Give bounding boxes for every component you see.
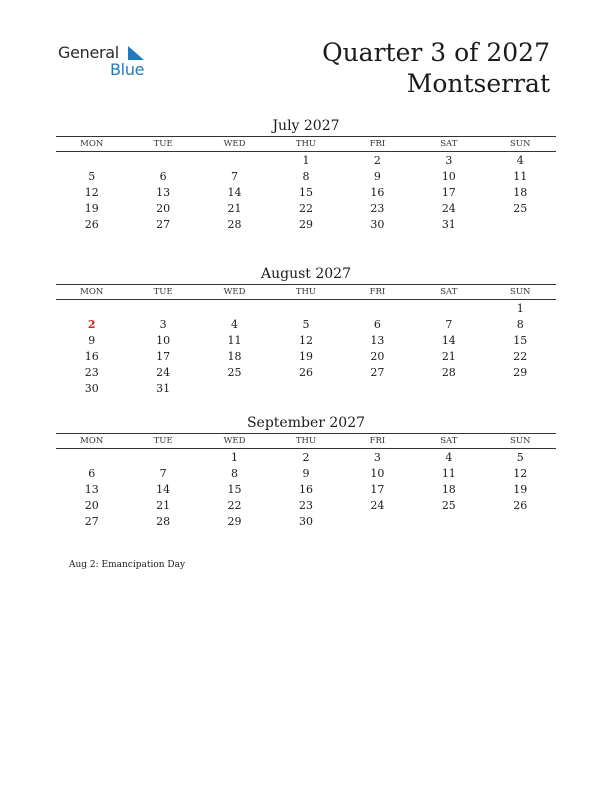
day-cell: 19: [298, 350, 313, 363]
week-row: [56, 317, 556, 333]
day-cell: 11: [513, 170, 528, 183]
day-cell: [342, 514, 413, 530]
week-row: [56, 349, 556, 365]
day-cell: 14: [441, 334, 456, 347]
weekday-label: THU: [295, 436, 317, 446]
day-cell: [56, 153, 127, 169]
day-cell: [56, 450, 127, 466]
day-cell: 30: [298, 515, 313, 528]
weekday-header: [56, 433, 556, 449]
day-cell: 16: [298, 483, 313, 496]
day-cell: 4: [516, 154, 524, 167]
day-cell: 21: [156, 499, 171, 512]
day-cell: 3: [159, 318, 167, 331]
week-row: [56, 153, 556, 169]
day-cell: 15: [227, 483, 242, 496]
month-name: July 2027: [272, 118, 340, 134]
day-cell: [413, 301, 484, 317]
day-cell: [127, 450, 198, 466]
weekday-label: TUE: [153, 436, 173, 446]
day-cell: 23: [298, 499, 313, 512]
day-cell: [199, 301, 270, 317]
day-cell: 25: [227, 366, 242, 379]
day-cell: 8: [302, 170, 310, 183]
day-cell: 20: [156, 202, 171, 215]
day-cell: 16: [84, 350, 99, 363]
week-row: [56, 450, 556, 466]
weekday-header: [56, 136, 556, 152]
day-cell: [270, 381, 341, 397]
day-cell: 18: [441, 483, 456, 496]
day-cell: 16: [370, 186, 385, 199]
day-cell: 22: [513, 350, 528, 363]
day-cell: 10: [441, 170, 456, 183]
weekday-label: MON: [80, 139, 104, 149]
day-cell: 1: [516, 302, 524, 315]
weekday-label: SUN: [510, 436, 531, 446]
day-cell: 19: [513, 483, 528, 496]
weekday-label: SUN: [510, 287, 531, 297]
week-row: [56, 498, 556, 514]
day-cell: 31: [441, 218, 456, 231]
day-cell: 20: [370, 350, 385, 363]
day-cell: 6: [88, 467, 96, 480]
weekday-label: THU: [295, 287, 317, 297]
weekday-label: FRI: [369, 139, 386, 149]
weekday-label: TUE: [153, 287, 173, 297]
day-cell: 19: [84, 202, 99, 215]
weekday-header: [56, 284, 556, 300]
day-cell: 4: [231, 318, 239, 331]
day-cell: [485, 217, 556, 233]
day-cell: 24: [370, 499, 385, 512]
day-cell: 11: [227, 334, 242, 347]
week-row: [56, 466, 556, 482]
weekday-label: MON: [80, 436, 104, 446]
week-row: [56, 333, 556, 349]
day-cell: 18: [227, 350, 242, 363]
page-title: [322, 37, 550, 99]
week-row: [56, 381, 556, 397]
day-cell: [342, 301, 413, 317]
day-cell: 27: [84, 515, 99, 528]
day-cell: [199, 153, 270, 169]
day-cell: 13: [156, 186, 171, 199]
day-cell: 24: [441, 202, 456, 215]
day-cell: 9: [88, 334, 96, 347]
day-cell: 17: [441, 186, 456, 199]
day-cell: 8: [231, 467, 239, 480]
day-cell: 26: [84, 218, 99, 231]
day-cell: 10: [156, 334, 171, 347]
day-cell: 23: [370, 202, 385, 215]
day-cell: [485, 514, 556, 530]
day-cell: 23: [84, 366, 99, 379]
day-cell: 4: [445, 451, 453, 464]
day-cell: 30: [370, 218, 385, 231]
day-cell: [413, 381, 484, 397]
month-july: [56, 116, 556, 233]
day-cell: 17: [156, 350, 171, 363]
day-cell: 25: [513, 202, 528, 215]
logo-text-general: General: [58, 43, 119, 62]
weekday-label: TUE: [153, 139, 173, 149]
day-cell: [270, 301, 341, 317]
day-cell: 3: [445, 154, 453, 167]
day-cell: 7: [159, 467, 167, 480]
day-cell: 22: [298, 202, 313, 215]
day-cell: 21: [227, 202, 242, 215]
day-cell: 12: [513, 467, 528, 480]
day-cell: [127, 153, 198, 169]
day-cell: 1: [231, 451, 239, 464]
month-august: [56, 264, 556, 397]
day-cell: 25: [441, 499, 456, 512]
weekday-label: WED: [223, 436, 246, 446]
day-cell: 7: [445, 318, 453, 331]
day-cell: [56, 301, 127, 317]
day-cell: 1: [302, 154, 310, 167]
day-cell: 7: [231, 170, 239, 183]
day-cell: 14: [227, 186, 242, 199]
week-row: [56, 185, 556, 201]
month-name: September 2027: [246, 415, 366, 431]
day-cell: 15: [298, 186, 313, 199]
day-cell: [413, 514, 484, 530]
week-row: [56, 169, 556, 185]
day-cell: 29: [227, 515, 242, 528]
weekday-label: SAT: [440, 139, 458, 149]
day-cell: [485, 381, 556, 397]
quarter-title: Quarter 3 of 2027: [322, 38, 550, 67]
day-cell: 9: [373, 170, 381, 183]
day-cell: 5: [88, 170, 96, 183]
day-cell: 9: [302, 467, 310, 480]
day-cell: 27: [156, 218, 171, 231]
day-cell: 8: [516, 318, 524, 331]
month-september: [56, 413, 556, 530]
day-cell: 15: [513, 334, 528, 347]
weekday-label: FRI: [369, 436, 386, 446]
day-cell: 28: [441, 366, 456, 379]
day-cell: 31: [156, 382, 171, 395]
day-cell: 12: [84, 186, 99, 199]
week-row: [56, 514, 556, 530]
weekday-label: THU: [295, 139, 317, 149]
day-cell: 12: [298, 334, 313, 347]
weekday-label: MON: [80, 287, 104, 297]
day-cell: 2: [373, 154, 381, 167]
day-cell: 6: [373, 318, 381, 331]
day-cell: 13: [84, 483, 99, 496]
day-cell: 27: [370, 366, 385, 379]
day-cell: 18: [513, 186, 528, 199]
day-cell: 5: [302, 318, 310, 331]
day-cell: 21: [441, 350, 456, 363]
holiday-day-cell: 2: [87, 318, 96, 331]
day-cell: 13: [370, 334, 385, 347]
day-cell: [199, 381, 270, 397]
weekday-label: FRI: [369, 287, 386, 297]
day-cell: 29: [513, 366, 528, 379]
day-cell: 17: [370, 483, 385, 496]
month-name: August 2027: [261, 266, 351, 282]
weekday-label: WED: [223, 287, 246, 297]
day-cell: 29: [298, 218, 313, 231]
generalblue-logo: [58, 43, 158, 83]
day-cell: [127, 301, 198, 317]
day-cell: 28: [227, 218, 242, 231]
weekday-label: WED: [223, 139, 246, 149]
holiday-note: Aug 2: Emancipation Day: [69, 560, 186, 570]
day-cell: 11: [441, 467, 456, 480]
weekday-label: SAT: [440, 287, 458, 297]
day-cell: 26: [513, 499, 528, 512]
day-cell: 22: [227, 499, 242, 512]
country-title: Montserrat: [406, 69, 550, 98]
weekday-label: SUN: [510, 139, 531, 149]
day-cell: 10: [370, 467, 385, 480]
week-row: [56, 301, 556, 317]
day-cell: 14: [156, 483, 171, 496]
day-cell: 5: [516, 451, 524, 464]
week-row: [56, 217, 556, 233]
week-row: [56, 365, 556, 381]
day-cell: 28: [156, 515, 171, 528]
day-cell: 6: [159, 170, 167, 183]
week-row: [56, 201, 556, 217]
week-row: [56, 482, 556, 498]
day-cell: 20: [84, 499, 99, 512]
day-cell: 3: [373, 451, 381, 464]
weekday-label: SAT: [440, 436, 458, 446]
day-cell: 2: [302, 451, 310, 464]
day-cell: [342, 381, 413, 397]
day-cell: 30: [84, 382, 99, 395]
day-cell: 26: [298, 366, 313, 379]
day-cell: 24: [156, 366, 171, 379]
logo-text-blue: Blue: [110, 60, 145, 79]
